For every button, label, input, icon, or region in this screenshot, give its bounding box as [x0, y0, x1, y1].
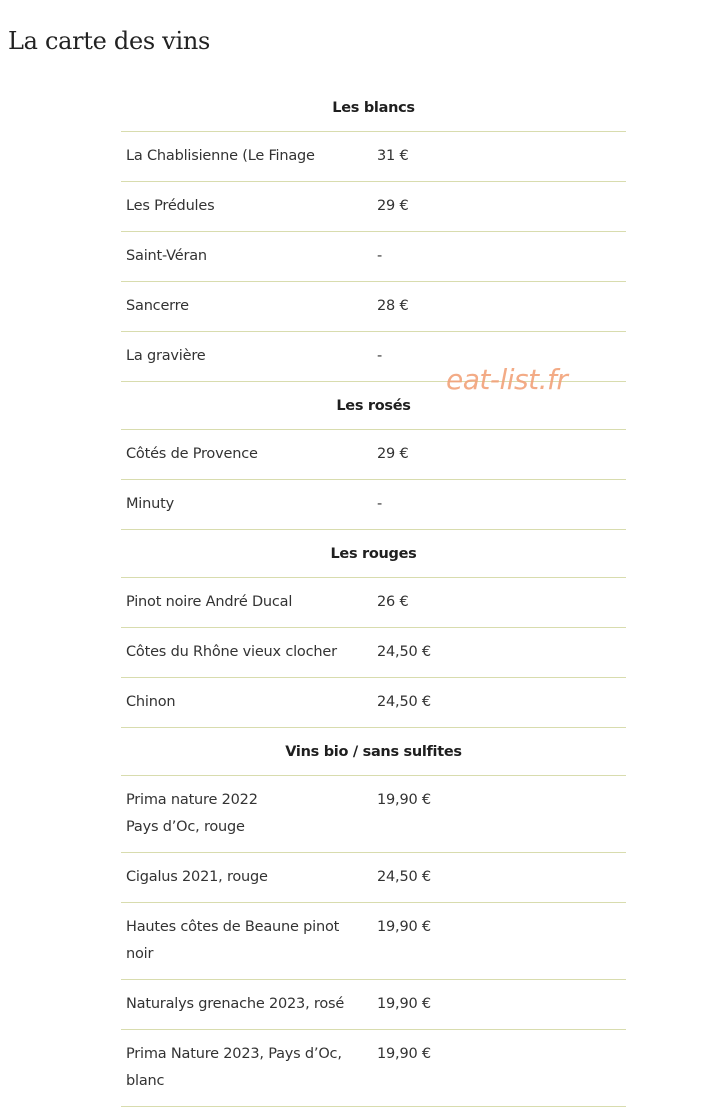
wine-name — [126, 1041, 377, 1095]
section-heading-blancs: Les blancs — [121, 84, 626, 132]
wine-name: Sancerre — [126, 298, 189, 314]
table-row — [121, 678, 626, 728]
wine-name-line: Hautes côtes de Beaune pinot — [126, 919, 340, 935]
table-row — [121, 578, 626, 628]
wine-name: Côtés de Provence — [126, 446, 258, 462]
wine-name-line: Prima Nature 2023, Pays d’Oc, — [126, 1046, 342, 1062]
wine-name: Minuty — [126, 496, 174, 512]
wine-price: - — [377, 248, 383, 264]
wine-name-line: noir — [126, 946, 154, 962]
wine-name: Pinot noire André Ducal — [126, 594, 293, 610]
wine-price: - — [377, 348, 383, 364]
section-heading-bio: Vins bio / sans sulfites — [121, 728, 626, 776]
page-title: La carte des vins — [8, 27, 210, 55]
wine-name-line: Pays d’Oc, rouge — [126, 819, 245, 835]
wine-name: Chinon — [126, 694, 176, 710]
watermark: eat-list.fr — [446, 363, 568, 396]
wine-price: 19,90 € — [377, 996, 431, 1012]
wine-price: 31 € — [377, 148, 409, 164]
wine-price: 24,50 € — [377, 869, 431, 885]
wine-name-line: blanc — [126, 1073, 165, 1089]
table-row — [121, 628, 626, 678]
table-row — [121, 853, 626, 903]
wine-price: 24,50 € — [377, 644, 431, 660]
wine-price: 28 € — [377, 298, 409, 314]
wine-name: Cigalus 2021, rouge — [126, 869, 268, 885]
wine-name: Naturalys grenache 2023, rosé — [126, 996, 345, 1012]
table-row — [121, 1030, 626, 1107]
wine-price: 19,90 € — [377, 1046, 431, 1062]
wine-price: 24,50 € — [377, 694, 431, 710]
wine-price: - — [377, 496, 383, 512]
wine-name: Saint-Véran — [126, 248, 207, 264]
wine-name: Côtes du Rhône vieux clocher — [126, 644, 337, 660]
section-heading-roses: Les rosés — [121, 382, 626, 430]
section-heading-rouges: Les rouges — [121, 530, 626, 578]
wine-name-line: Prima nature 2022 — [126, 792, 258, 808]
table-row — [121, 776, 626, 853]
wine-price: 29 € — [377, 198, 409, 214]
wine-name — [126, 787, 377, 841]
wine-name: La Chablisienne (Le Finage — [126, 148, 315, 164]
wine-price: 19,90 € — [377, 792, 431, 808]
table-row — [121, 980, 626, 1030]
table-row — [121, 430, 626, 480]
table-row — [121, 232, 626, 282]
wine-name: Les Prédules — [126, 198, 215, 214]
table-row — [121, 182, 626, 232]
table-row — [121, 480, 626, 530]
wine-price: 19,90 € — [377, 919, 431, 935]
wine-price: 26 € — [377, 594, 409, 610]
wine-price: 29 € — [377, 446, 409, 462]
table-row — [121, 903, 626, 980]
table-row — [121, 132, 626, 182]
wine-table — [121, 84, 626, 1107]
wine-name — [126, 914, 377, 968]
table-row — [121, 282, 626, 332]
wine-name: La gravière — [126, 348, 206, 364]
